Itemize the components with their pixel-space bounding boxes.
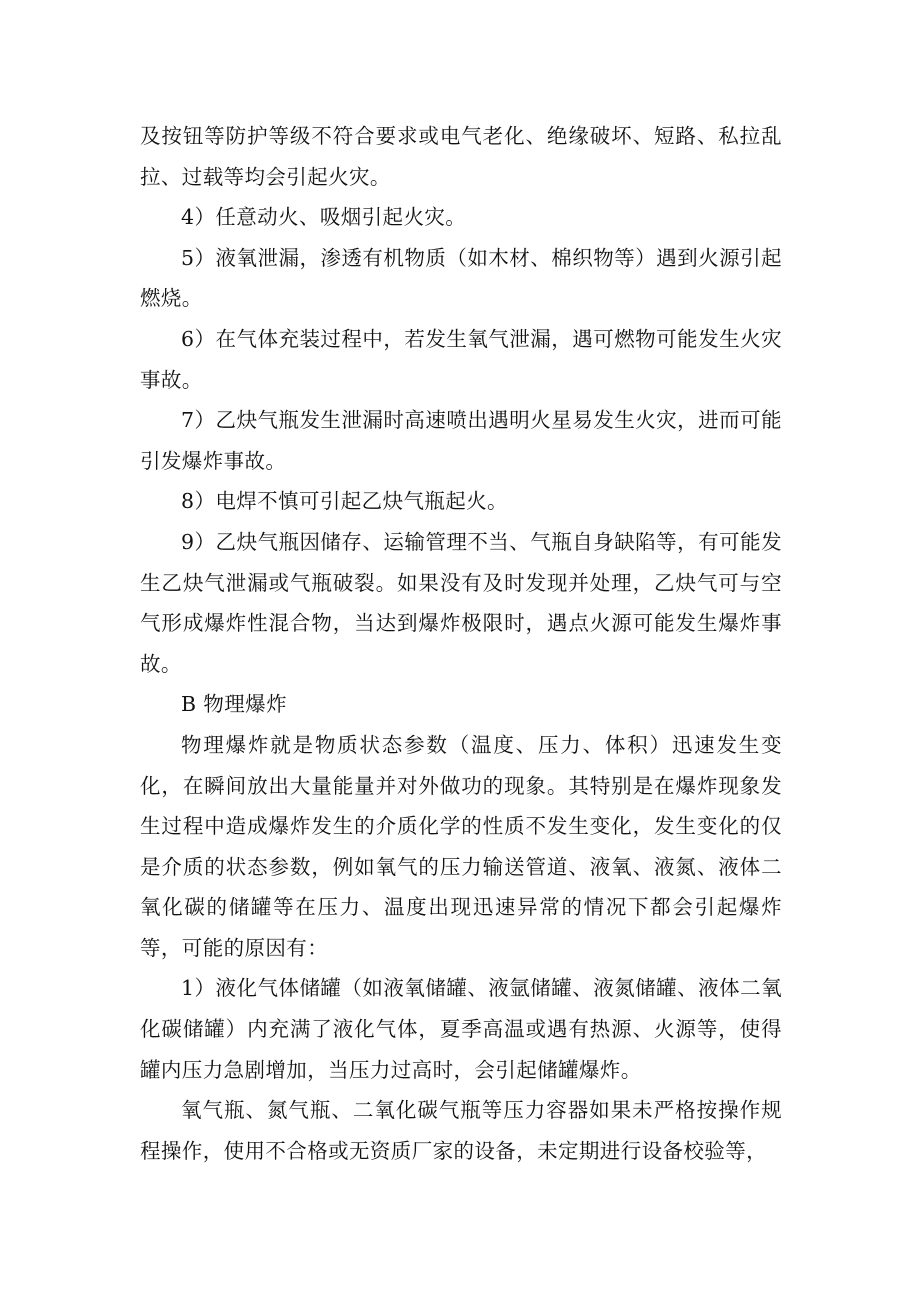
list-item-1: 1）液化气体储罐（如液氧储罐、液氩储罐、液氮储罐、液体二氧化碳储罐）内充满了液化气体，夏季高温或遇有热源、火源等，使得罐内压力急剧增加，当压力过高时，会引起储罐爆炸。 xyxy=(140,976,782,1082)
list-item-7: 7）乙炔气瓶发生泄漏时高速喷出遇明火星易发生火灾，进而可能引发爆炸事故。 xyxy=(140,408,782,473)
list-item-5: 5）液氧泄漏，渗透有机物质（如木材、棉织物等）遇到火源引起燃烧。 xyxy=(140,245,782,311)
paragraph-definition: 物理爆炸就是物质状态参数（温度、压力、体积）迅速发生变化，在瞬间放出大量能量并对外做功的现象。其特别是在爆炸现象发生过程中造成爆炸发生的介质化学的性质不发生变化，发生变化的仅是介质的状态参数，例如氧气的压力输送管道、液氧、液氮、液体二氧化碳的储罐等在压力、温度出现迅速异常的情况下都会引起爆炸等，可能的原因有： xyxy=(140,732,782,960)
paragraph-pressure-vessels: 氧气瓶、氮气瓶、二氧化碳气瓶等压力容器如果未严格按操作规程操作，使用不合格或无资质厂家的设备，未定期进行设备校验等， xyxy=(140,1098,782,1163)
list-item-8: 8）电焊不慎可引起乙炔气瓶起火。 xyxy=(181,489,508,514)
list-item-6: 6）在气体充装过程中，若发生氧气泄漏，遇可燃物可能发生火灾事故。 xyxy=(140,326,782,392)
list-item-9: 9）乙炔气瓶因储存、运输管理不当、气瓶自身缺陷等，有可能发生乙炔气泄漏或气瓶破裂。如果没有及时发现并处理，乙炔气可与空气形成爆炸性混合物，当达到爆炸极限时，遇点火源可能发生爆炸事故。 xyxy=(140,529,782,676)
document-page xyxy=(140,116,782,1171)
section-heading: B 物理爆炸 xyxy=(181,692,287,717)
paragraph-continuation: 及按钮等防护等级不符合要求或电气老化、绝缘破坏、短路、私拉乱拉、过载等均会引起火灾。 xyxy=(140,124,782,189)
list-item-4: 4）任意动火、吸烟引起火灾。 xyxy=(181,205,467,230)
